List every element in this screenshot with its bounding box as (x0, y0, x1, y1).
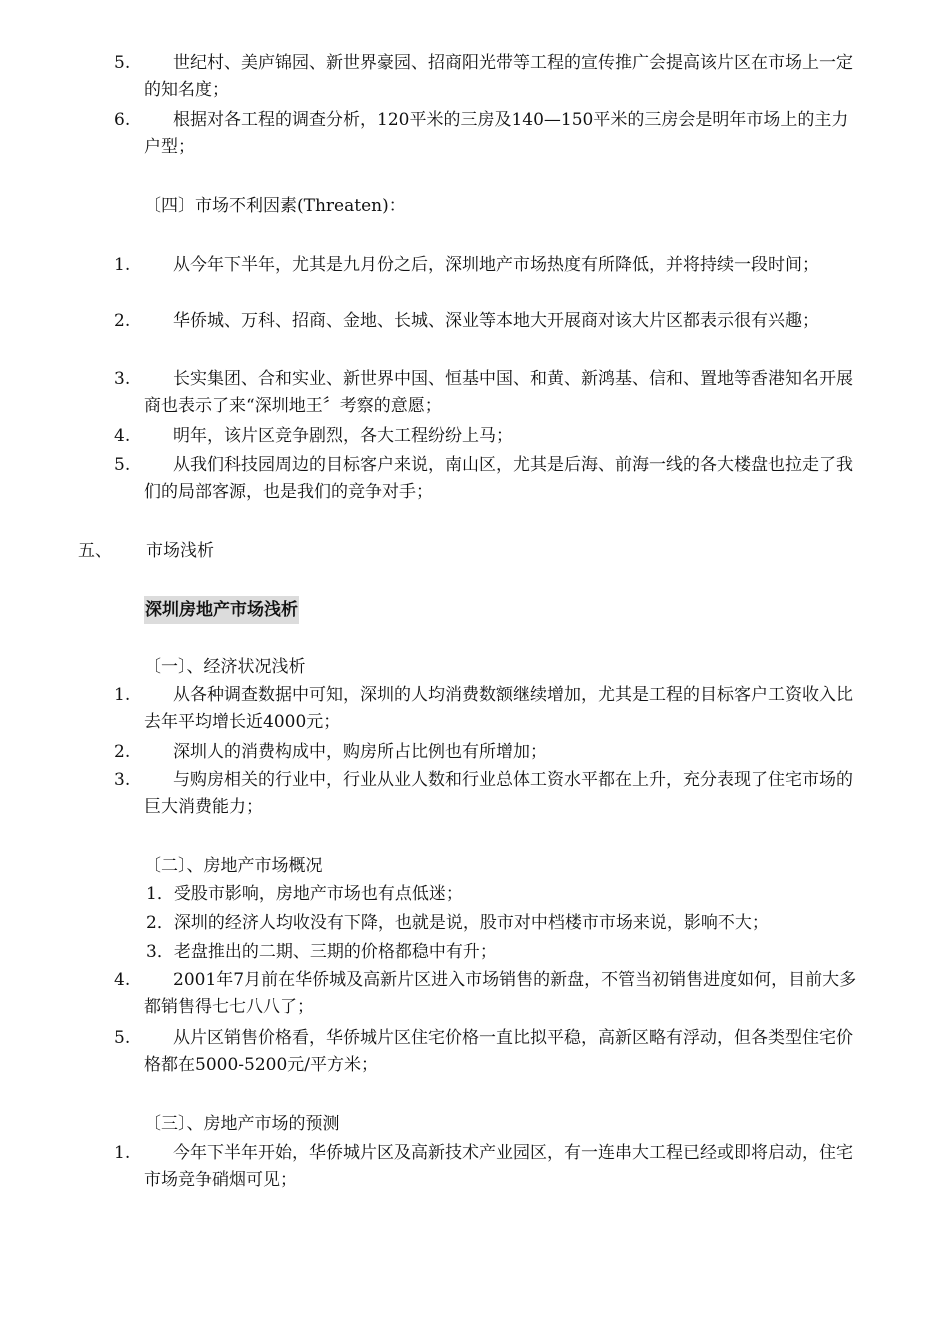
list-text: 华侨城、万科、招商、金地、长城、深业等本地大开展商对该大片区都表示很有兴趣； (173, 311, 819, 331)
section-heading-text: 市场浅析 (146, 541, 214, 561)
page-title: 深圳房地产市场浅析 (144, 596, 299, 624)
list-number: 1. (114, 685, 131, 705)
list-text: 从我们科技园周边的目标客户来说，南山区，尤其是后海、前海一线的各大楼盘也拉走了我们的局部客源，也是我们的竞争对手； (144, 455, 853, 502)
list-number: 4. (114, 426, 131, 446)
list-number: 1. (114, 1143, 131, 1163)
subsection-title-forecast: 〔三〕、房地产市场的预测 (144, 1114, 340, 1134)
list-text: 深圳人的消费构成中，购房所占比例也有所增加； (173, 742, 547, 762)
list-number: 3. (114, 369, 131, 389)
list-number: 5. (114, 455, 131, 475)
list-number: 4. (114, 970, 131, 990)
list-text: 与购房相关的行业中，行业从业人数和行业总体工资水平都在上升，充分表现了住宅市场的巨大消费能力； (144, 770, 853, 817)
list-text: 从各种调查数据中可知，深圳的人均消费数额继续增加，尤其是工程的目标客户工资收入比去年平均增长近4000元； (144, 685, 853, 732)
list-text: 世纪村、美庐锦园、新世界豪园、招商阳光带等工程的宣传推广会提高该片区在市场上一定的知名度； (144, 53, 853, 100)
list-text: 从片区销售价格看，华侨城片区住宅价格一直比拟平稳，高新区略有浮动，但各类型住宅价格都在5000-5200元/平方米； (144, 1028, 853, 1075)
list-number: 3. (114, 770, 131, 790)
section-title-threats: 〔四〕市场不利因素(Threaten)： (144, 196, 406, 216)
list-item: 1．受股市影响，房地产市场也有点低迷； (146, 884, 463, 904)
list-number: 2. (114, 311, 131, 331)
list-text: 从今年下半年，尤其是九月份之后，深圳地产市场热度有所降低，并将持续一段时间； (173, 255, 819, 275)
list-text: 明年，该片区竞争剧烈，各大工程纷纷上马； (173, 426, 513, 446)
list-number: 6. (114, 110, 131, 130)
list-number: 1. (114, 255, 131, 275)
section-number: 五、 (78, 541, 112, 561)
list-item: 3．老盘推出的二期、三期的价格都稳中有升； (146, 942, 497, 962)
section-heading-5 (78, 538, 214, 565)
list-number: 5. (114, 1028, 131, 1048)
list-number: 5. (114, 53, 131, 73)
list-number: 2. (114, 742, 131, 762)
list-text: 根据对各工程的调查分析，120平米的三房及140—150平米的三房会是明年市场上的主力户型； (144, 110, 849, 157)
list-text: 今年下半年开始，华侨城片区及高新技术产业园区，有一连串大工程已经或即将启动，住宅市场竞争硝烟可见； (144, 1143, 853, 1190)
list-item: 2．深圳的经济人均收没有下降，也就是说，股市对中档楼市市场来说，影响不大； (146, 913, 769, 933)
list-text: 2001年7月前在华侨城及高新片区进入市场销售的新盘，不管当初销售进度如何，目前大多都销售得七七八八了； (144, 970, 857, 1017)
subsection-title-overview: 〔二〕、房地产市场概况 (144, 856, 323, 876)
subsection-title-economy: 〔一〕、经济状况浅析 (144, 657, 306, 677)
list-text: 长实集团、合和实业、新世界中国、恒基中国、和黄、新鸿基、信和、置地等香港知名开展商也表示了来“深圳地王〞考察的意愿； (144, 369, 853, 416)
